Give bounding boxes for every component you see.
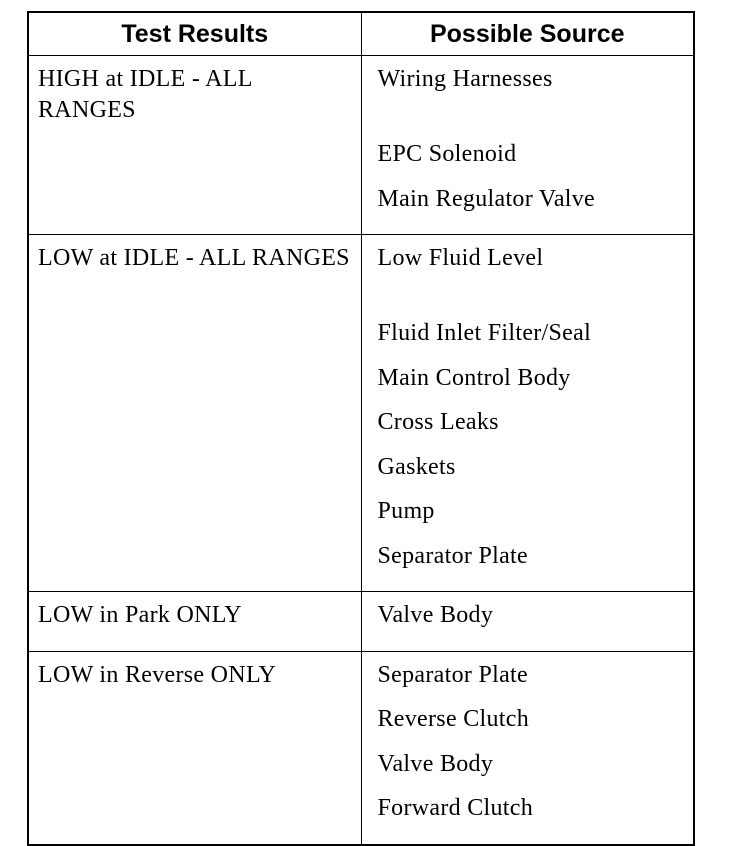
result-text: HIGH at IDLE - ALL RANGES	[38, 66, 252, 123]
header-row	[28, 12, 694, 56]
source-item: Reverse Clutch	[377, 706, 529, 732]
source-cell	[361, 56, 694, 235]
header-possible-source: Possible Source	[361, 12, 694, 56]
result-cell	[28, 651, 361, 845]
source-item: Valve Body	[377, 602, 494, 628]
source-cell	[361, 651, 694, 845]
source-item: Main Regulator Valve	[377, 185, 596, 212]
source-item: Forward Clutch	[377, 795, 534, 821]
header-test-results: Test Results	[28, 12, 361, 56]
source-cell	[361, 592, 694, 652]
result-text: LOW at IDLE - ALL RANGES	[38, 245, 350, 271]
source-cell	[361, 235, 694, 592]
source-item: Valve Body	[377, 750, 494, 777]
table-row	[28, 592, 694, 652]
source-item: Main Control Body	[377, 364, 571, 391]
result-cell	[28, 592, 361, 652]
source-item: Separator Plate	[377, 661, 528, 688]
source-item: EPC Solenoid	[377, 141, 517, 167]
table-row	[28, 235, 694, 592]
table-row	[28, 651, 694, 845]
result-cell	[28, 56, 361, 235]
source-item: Pump	[377, 498, 435, 524]
result-cell	[28, 235, 361, 592]
source-item: Cross Leaks	[377, 409, 499, 435]
source-item: Low Fluid Level	[377, 245, 544, 271]
diagnosis-table	[27, 11, 695, 846]
source-item: Fluid Inlet Filter/Seal	[377, 320, 592, 346]
table-row	[28, 56, 694, 235]
source-item: Gaskets	[377, 453, 456, 480]
source-item: Wiring Harnesses	[377, 66, 553, 92]
result-text: LOW in Reverse ONLY	[38, 661, 277, 688]
result-text: LOW in Park ONLY	[38, 602, 242, 628]
source-item: Separator Plate	[377, 542, 528, 569]
